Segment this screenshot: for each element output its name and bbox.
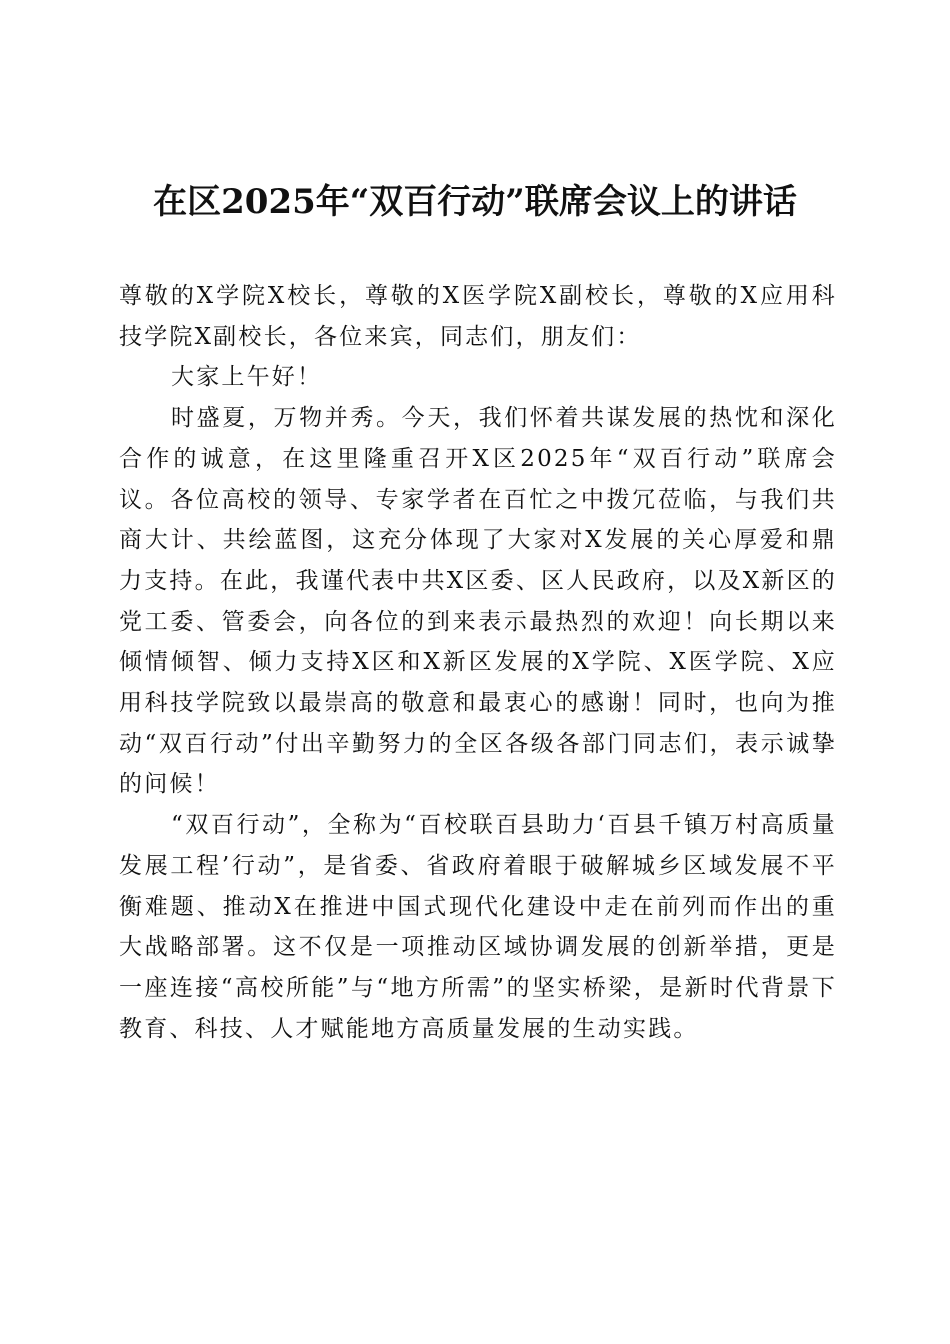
greeting-paragraph: 大家上午好！ [171,364,323,391]
body-paragraph-1: 时盛夏，万物并秀。今天，我们怀着共谋发展的热忱和深化合作的诚意，在这里隆重召开X区2025年“双百行动”联席会议。各位高校的领导、专家学者在百忙之中拨冗莅临，与我们共商大计、共绘蓝图，这充分体现了大家对X发展的关心厚爱和鼎力支持。在此，我谨代表中共X区委、区人民政府，以及X新区的党工委、管委会，向各位的到来表示最热烈的欢迎！向长期以来倾情倾智、倾力支持X区和X新区发展的X学院、X医学院、X应用科技学院致以最崇高的敬意和最衷心的感谢！同时，也向为推动“双百行动”付出辛勤努力的全区各级各部门同志们，表示诚挚的问候！ [119,405,837,798]
body-paragraph-2: “双百行动”，全称为“百校联百县助力‘百县千镇万村高质量发展工程’行动”，是省委、省政府着眼于破解城乡区域发展不平衡难题、推动X在推进中国式现代化建设中走在前列而作出的重大战略部署。这不仅是一项推动区域协调发展的创新举措，更是一座连接“高校所能”与“地方所需”的坚实桥梁，是新时代背景下教育、科技、人才赋能地方高质量发展的生动实践。 [119,812,837,1042]
salutation-paragraph: 尊敬的X学院X校长，尊敬的X医学院X副校长，尊敬的X应用科技学院X副校长，各位来宾，同志们，朋友们： [119,283,837,350]
document-title: 在区2025年“双百行动”联席会议上的讲话 [153,182,797,222]
document-body [119,276,837,1049]
